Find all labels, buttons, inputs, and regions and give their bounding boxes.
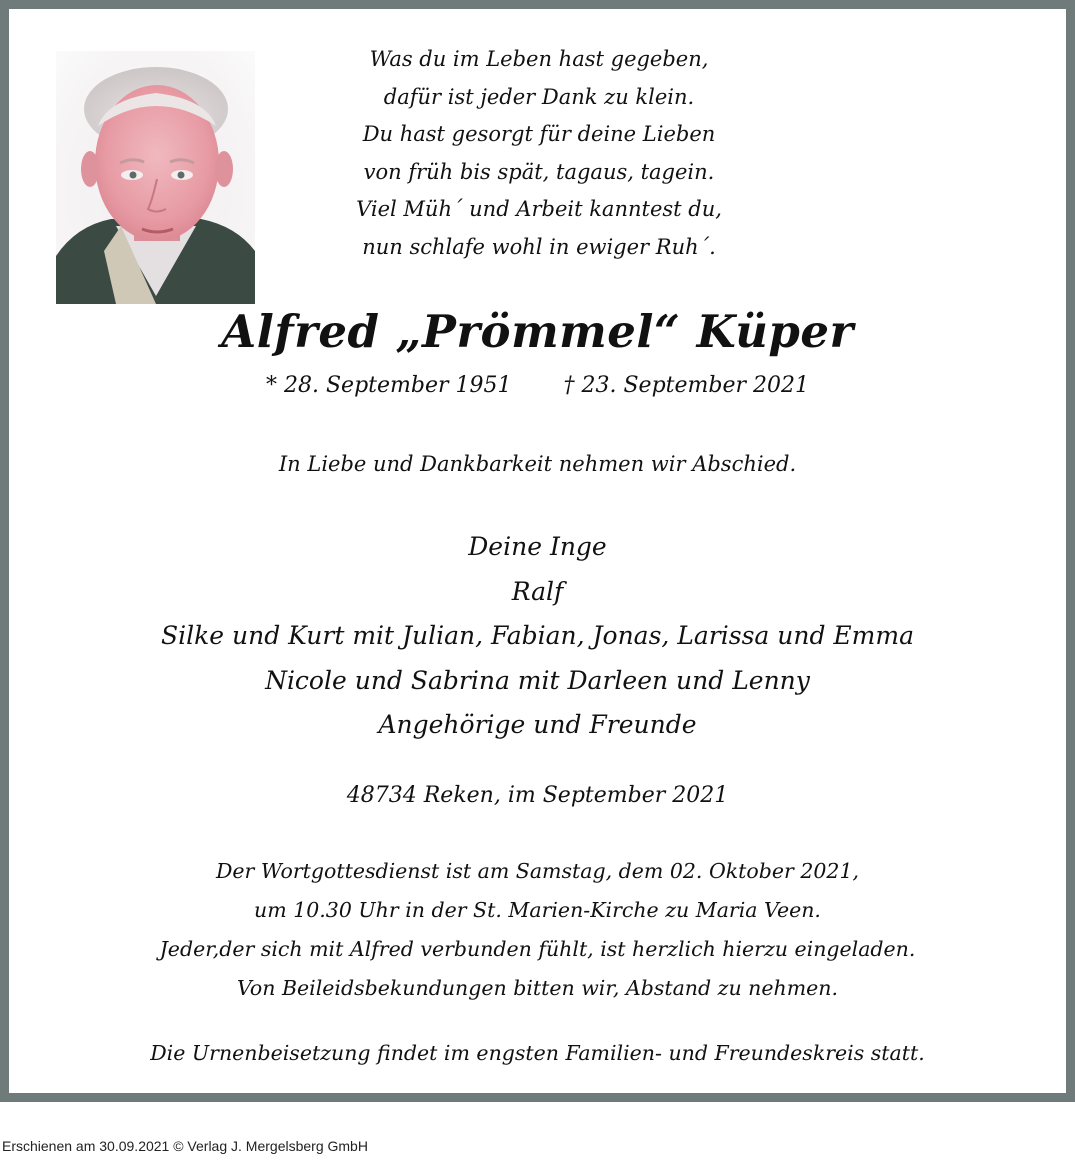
poem-line: nun schlafe wohl in ewiger Ruh´. bbox=[362, 234, 716, 259]
poem-line: Du hast gesorgt für deine Lieben bbox=[362, 122, 716, 146]
publication-footer: Erschienen am 30.09.2021 © Verlag J. Mergelsberg GmbH bbox=[2, 1138, 368, 1154]
service-details bbox=[9, 852, 1066, 1008]
mourner-line: Ralf bbox=[511, 576, 564, 606]
place-and-date: 48734 Reken, im September 2021 bbox=[346, 783, 729, 808]
death-date: † 23. September 2021 bbox=[563, 373, 809, 398]
mourner-line: Nicole und Sabrina mit Darleen und Lenny bbox=[265, 665, 810, 695]
mourner-line: Silke und Kurt mit Julian, Fabian, Jonas, Larissa und Emma bbox=[161, 621, 914, 650]
life-dates bbox=[9, 373, 1066, 398]
mourner-line: Angehörige und Freunde bbox=[378, 710, 697, 739]
poem-line: von früh bis spät, tagaus, tagein. bbox=[363, 159, 715, 184]
service-line: Der Wortgottesdienst ist am Samstag, dem 02. Oktober 2021, bbox=[215, 859, 860, 883]
service-line: Von Beileidsbekundungen bitten wir, Abstand zu nehmen. bbox=[237, 976, 838, 1000]
deceased-name: Alfred „Prömmel“ Küper bbox=[221, 305, 854, 358]
memorial-poem bbox=[289, 41, 789, 266]
poem-line: Was du im Leben hast gegeben, bbox=[369, 47, 709, 71]
farewell-text: In Liebe und Dankbarkeit nehmen wir Abschied. bbox=[278, 452, 797, 476]
portrait-illustration bbox=[56, 51, 255, 304]
service-line: um 10.30 Uhr in der St. Marien-Kirche zu Maria Veen. bbox=[254, 898, 821, 922]
burial-note: Die Urnenbeisetzung findet im engsten Familien- und Freundeskreis statt. bbox=[150, 1041, 925, 1065]
portrait-photo bbox=[56, 51, 255, 304]
mourners-list bbox=[9, 525, 1066, 748]
poem-line: Viel Müh´ und Arbeit kanntest du, bbox=[356, 197, 722, 221]
poem-line: dafür ist jeder Dank zu klein. bbox=[383, 84, 695, 109]
birth-date: * 28. September 1951 bbox=[266, 373, 512, 398]
mourner-line: Deine Inge bbox=[468, 532, 607, 561]
service-line: Jeder,der sich mit Alfred verbunden fühlt, ist herzlich hierzu eingeladen. bbox=[159, 937, 916, 961]
